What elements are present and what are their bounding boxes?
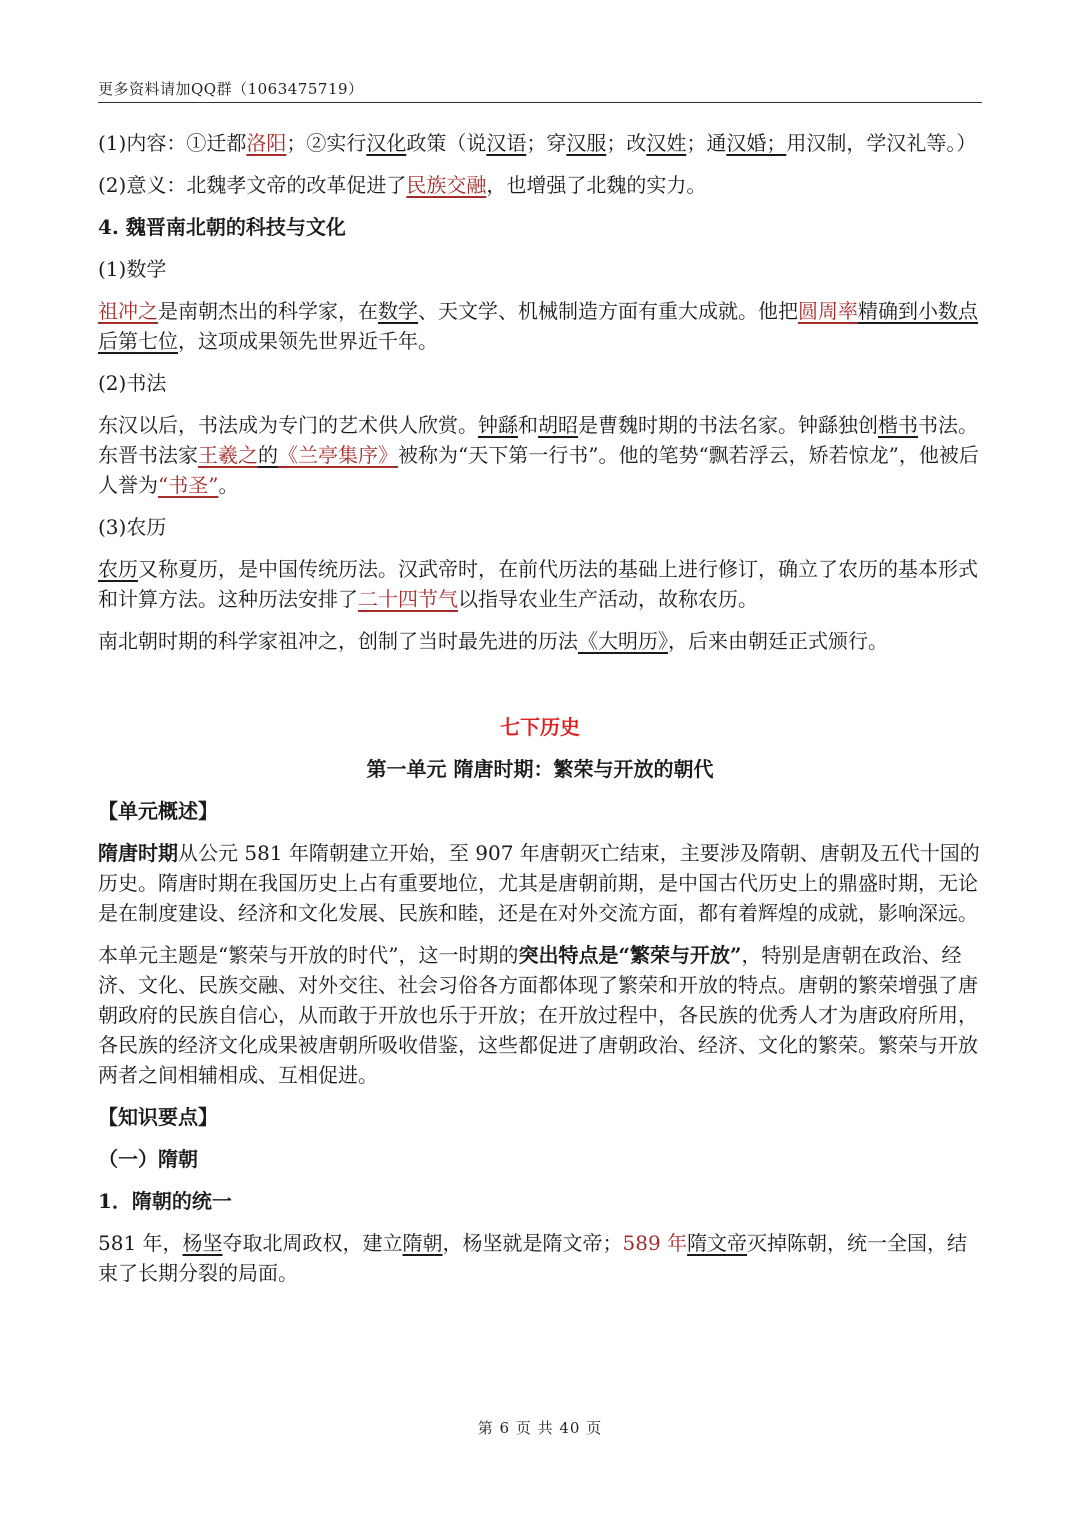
keyword-yangjian: 杨坚 — [182, 1231, 223, 1255]
calendar-paragraph — [98, 554, 982, 614]
text-run: 被称为“天下第一行书”。他的笔势“飘若浮云，矫若惊龙”，他被后人誉为 — [98, 443, 979, 497]
keyword-yuanzhoulv: 圆周率 — [798, 299, 858, 323]
text-run: ；②实行 — [286, 131, 367, 155]
calligraphy-paragraph — [98, 410, 982, 500]
text-run: 从公元 581 年隋朝建立开始，至 907 年唐朝灭亡结束，主要涉及隋朝、唐朝及五代十国的历史。隋唐时期在我国历史上占有重要地位，尤其是唐朝前期，是中国古代历史上的鼎盛时期，无论是在制度建设、经济和文化发展、民族和睦，还是在对外交流方面，都有着辉煌的成就，影响深远。 — [98, 841, 980, 925]
keyword-hanyu: 汉语 — [486, 131, 527, 155]
math-paragraph — [98, 296, 982, 356]
overview-heading: 【单元概述】 — [98, 799, 218, 823]
knowledge-heading: 【知识要点】 — [98, 1105, 218, 1129]
text-run: 581 年， — [98, 1231, 183, 1255]
text-run: (2)意义：北魏孝文帝的改革促进了 — [98, 173, 407, 197]
keyword-wangxizhi: 王羲之 — [198, 443, 258, 467]
calligraphy-heading: (2)书法 — [98, 371, 167, 395]
keyword-damingli: 《大明历》 — [578, 629, 668, 653]
keyword-seventh-decimal: 精确到小数点后第七位 — [98, 299, 978, 353]
text-run: 是南朝杰出的科学家，在 — [158, 299, 378, 323]
section-heading-4: 4. 魏晋南北朝的科技与文化 — [98, 215, 346, 239]
text-run: ，特别是唐朝在政治、经济、文化、民族交融、对外交往、社会习俗各方面都体现了繁荣和开放的特点。唐朝的繁荣增强了唐朝政府的民族自信心，从而敢于开放也乐于开放；在开放过程中，各民族的优秀人才为唐政府所用，各民族的经济文化成果被唐朝所吸收借鉴，这些都促进了唐朝政治、经济、文化的繁荣。繁荣与开放两者之间相辅相成、互相促进。 — [98, 943, 978, 1087]
subheading-unification: 1．隋朝的统一 — [98, 1189, 232, 1213]
keyword-589: 589 年 — [622, 1231, 688, 1255]
keyword-kaishu: 楷书 — [878, 413, 918, 437]
keyword-luoyang: 洛阳 — [246, 131, 287, 155]
keyword-nongli: 农历 — [98, 557, 138, 581]
text-run: ；通 — [686, 131, 727, 155]
text-run: 用汉制，学汉礼等。） — [786, 131, 977, 155]
text-run: ，后来由朝廷正式颁行。 — [668, 629, 888, 653]
calendar-heading: (3)农历 — [98, 515, 167, 539]
keyword-suitang: 隋唐时期 — [98, 841, 178, 865]
section-title: 七下历史 — [500, 715, 580, 739]
text-run: ；改 — [606, 131, 647, 155]
keyword-hanhun: 汉婚； — [726, 131, 787, 155]
sui-unification-paragraph — [98, 1228, 982, 1288]
daming-calendar-paragraph — [98, 626, 982, 656]
text-run: 的 — [258, 443, 278, 467]
text-run: 南北朝时期的科学家祖冲之，创制了当时最先进的历法 — [98, 629, 578, 653]
text-run: ，杨坚就是隋文帝； — [442, 1231, 623, 1255]
overview-paragraph-2 — [98, 940, 982, 1090]
reform-content-paragraph — [98, 128, 982, 158]
text-run: (1)内容：①迁都 — [98, 131, 247, 155]
keyword-feature: 突出特点是“繁荣与开放” — [518, 943, 742, 967]
text-run: ；穿 — [526, 131, 567, 155]
text-run: 又称夏历，是中国传统历法。汉武帝时，在前代历法的基础上进行修订，确立了农历的基本形式和计算方法。这种历法安排了 — [98, 557, 978, 611]
page-footer: 第 6 页 共 40 页 — [477, 1419, 603, 1437]
page-header: 更多资料请加QQ群（1063475719） — [98, 78, 982, 103]
keyword-minzu-jiaorong: 民族交融 — [406, 173, 487, 197]
text-run: 是曹魏时期的书法名家。钟繇独创 — [578, 413, 878, 437]
keyword-lantingjixu: 《兰亭集序》 — [278, 443, 398, 467]
document-body — [98, 128, 982, 1288]
text-run: 政策（说 — [406, 131, 487, 155]
text-run: 夺取北周政权，建立 — [222, 1231, 403, 1255]
keyword-zhongyao: 钟繇 — [478, 413, 518, 437]
text-run: 东汉以后，书法成为专门的艺术供人欣赏。 — [98, 413, 478, 437]
text-run: ，也增强了北魏的实力。 — [486, 173, 707, 197]
text-run: ，这项成果领先世界近千年。 — [178, 329, 438, 353]
keyword-shuxue: 数学 — [378, 299, 418, 323]
text-run: 本单元主题是“繁荣与开放的时代”，这一时期的 — [98, 943, 519, 967]
keyword-suichao: 隋朝 — [402, 1231, 443, 1255]
text-run: 以指导农业生产活动，故称农历。 — [458, 587, 758, 611]
text-run: 、天文学、机械制造方面有重大成就。他把 — [418, 299, 798, 323]
keyword-zuchongzhi: 祖冲之 — [98, 299, 158, 323]
reform-significance-paragraph — [98, 170, 982, 200]
keyword-suiwendi: 隋文帝 — [687, 1231, 748, 1255]
keyword-hanhua: 汉化 — [366, 131, 407, 155]
text-run: 。 — [218, 473, 239, 497]
keyword-shusheng: “书圣” — [158, 473, 219, 497]
math-heading: (1)数学 — [98, 257, 167, 281]
unit-title: 第一单元 隋唐时期：繁荣与开放的朝代 — [366, 757, 714, 781]
text-run: 和 — [518, 413, 538, 437]
keyword-huzhao: 胡昭 — [538, 413, 578, 437]
text-run: 灭掉陈朝，统一全国，结束了长期分裂的局面。 — [98, 1231, 968, 1285]
keyword-hanxing: 汉姓 — [646, 131, 687, 155]
overview-paragraph-1 — [98, 838, 982, 928]
text-run: 书法。东晋书法家 — [98, 413, 978, 467]
keyword-24-jieqi: 二十四节气 — [358, 587, 458, 611]
keyword-hanfu: 汉服 — [566, 131, 607, 155]
subheading-sui: （一）隋朝 — [98, 1147, 198, 1171]
